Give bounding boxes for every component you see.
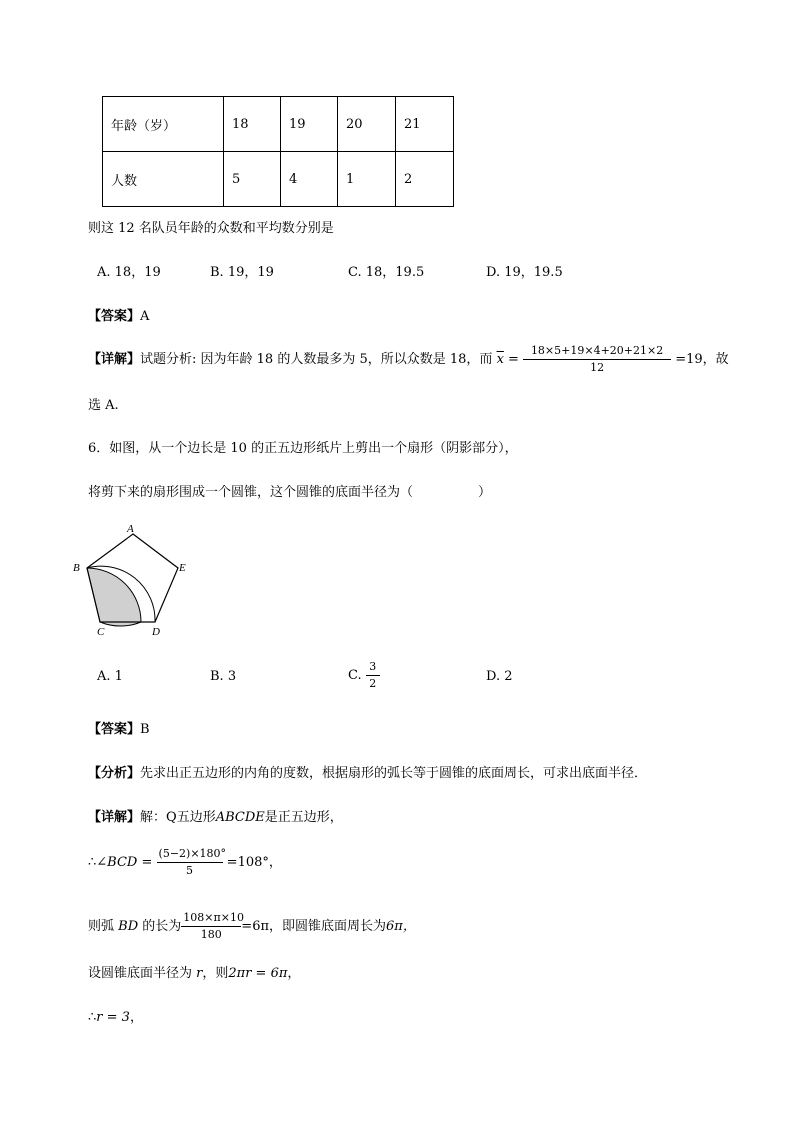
step3-r: r bbox=[196, 966, 203, 981]
step2-arc: BD bbox=[118, 918, 139, 934]
fraction-denominator: 180 bbox=[200, 927, 222, 941]
detail-tag: 【详解】 bbox=[88, 810, 141, 825]
vertex-label-e: E bbox=[179, 562, 186, 574]
step1-prefix: ∴∠ bbox=[88, 854, 108, 870]
step1-fraction bbox=[157, 847, 227, 878]
mean-result: =19，故 bbox=[675, 351, 729, 367]
q5-option-d: D. 19，19.5 bbox=[486, 265, 563, 280]
fraction-denominator: 12 bbox=[590, 360, 605, 374]
q6-step3 bbox=[88, 962, 300, 981]
age-cell: 19 bbox=[281, 97, 338, 152]
step2-result: =6π，即圆锥底面周长为 bbox=[241, 918, 387, 934]
q5-question: 则这 12 名队员年龄的众数和平均数分别是 bbox=[88, 221, 334, 236]
count-header-cell: 人数 bbox=[103, 152, 224, 207]
answer-value: A bbox=[140, 309, 150, 324]
q6-question-line1: 6．如图，从一个边长是 10 的正五边形纸片上剪出一个扇形（阴影部分）， bbox=[88, 441, 518, 456]
fraction-numerator: 3 bbox=[366, 660, 380, 676]
q6-answer bbox=[88, 718, 150, 737]
count-cell: 2 bbox=[396, 152, 454, 207]
step2-end: 6π， bbox=[386, 918, 416, 934]
age-header-cell: 年龄（岁） bbox=[103, 97, 224, 152]
mean-fraction bbox=[523, 344, 671, 375]
because-symbol: Q bbox=[166, 810, 177, 825]
step3-end: ， bbox=[287, 966, 301, 981]
step1-angle: BCD bbox=[107, 854, 138, 870]
step1-eq: = bbox=[141, 854, 153, 870]
age-cell: 20 bbox=[338, 97, 396, 152]
step2-prefix: 则弧 bbox=[88, 918, 115, 934]
q5-option-c: C. 18，19.5 bbox=[348, 265, 425, 280]
step2-fraction bbox=[181, 911, 244, 942]
vertex-label-b: B bbox=[73, 562, 80, 574]
step3-prefix: 设圆锥底面半径为 bbox=[88, 966, 193, 981]
step4-end: ， bbox=[129, 1010, 143, 1025]
detail-intro: 解： bbox=[140, 810, 167, 825]
q6-option-b: B. 3 bbox=[210, 669, 237, 684]
option-c-fraction bbox=[366, 660, 380, 691]
fraction-numerator: 18×5+19×4+20+21×2 bbox=[523, 344, 671, 360]
step1-result: =108°， bbox=[226, 854, 282, 870]
step2-mid: 的长为 bbox=[142, 918, 182, 934]
fraction-denominator: 2 bbox=[369, 676, 377, 690]
q6-question-line2: 将剪下来的扇形围成一个圆锥，这个圆锥的底面半径为（ ） bbox=[88, 485, 492, 500]
count-cell: 1 bbox=[338, 152, 396, 207]
q6-step4 bbox=[88, 1006, 143, 1025]
age-cell: 21 bbox=[396, 97, 454, 152]
q5-detail-line1 bbox=[88, 344, 729, 375]
analysis-tag: 【分析】 bbox=[88, 766, 141, 781]
mean-symbol: $\overline{x}$ bbox=[496, 351, 504, 367]
table-row-count bbox=[103, 152, 454, 207]
answer-tag: 【答案】 bbox=[88, 722, 141, 737]
step4-prefix: ∴ bbox=[88, 1010, 97, 1025]
vertex-label-c: C bbox=[97, 626, 105, 638]
q6-step2 bbox=[88, 911, 416, 942]
q6-detail-line1 bbox=[88, 806, 343, 825]
step3-eq: 2πr = 6π bbox=[228, 966, 288, 981]
vertex-label-d: D bbox=[152, 626, 160, 638]
answer-value: B bbox=[140, 722, 150, 737]
age-cell: 18 bbox=[224, 97, 281, 152]
q6-analysis bbox=[88, 762, 647, 781]
fraction-numerator: (5−2)×180° bbox=[157, 847, 223, 863]
q5-option-a: A. 18，19 bbox=[97, 265, 161, 280]
pentagon-name: ABCDE bbox=[215, 810, 265, 825]
age-table bbox=[102, 96, 454, 207]
step3-mid: ，则 bbox=[202, 966, 229, 981]
q5-option-b: B. 19，19 bbox=[210, 265, 274, 280]
q5-answer bbox=[88, 305, 149, 324]
detail-tag: 【详解】 bbox=[88, 351, 141, 367]
q6-option-c bbox=[348, 660, 380, 691]
count-cell: 5 bbox=[224, 152, 281, 207]
step4-eq: r = 3 bbox=[96, 1010, 130, 1025]
detail-pentagon-end: 是正五边形， bbox=[264, 810, 343, 825]
q6-step1 bbox=[88, 847, 282, 878]
equals-sign: = bbox=[508, 351, 519, 367]
q5-detail-line2: 选 A. bbox=[88, 398, 119, 413]
vertex-label-a: A bbox=[127, 523, 134, 535]
answer-tag: 【答案】 bbox=[88, 309, 141, 324]
fraction-numerator: 108×π×10 bbox=[181, 911, 241, 927]
q6-option-d: D. 2 bbox=[486, 669, 513, 684]
analysis-text: 先求出正五边形的内角的度数，根据扇形的弧长等于圆锥的底面周长，可求出底面半径． bbox=[140, 766, 648, 781]
detail-pentagon: 五边形 bbox=[176, 810, 216, 825]
table-row-age bbox=[103, 97, 454, 152]
q6-option-a: A. 1 bbox=[97, 669, 123, 684]
pentagon-figure bbox=[70, 518, 200, 642]
fraction-denominator: 5 bbox=[186, 863, 194, 877]
detail-text: 试题分析: 因为年龄 18 的人数最多为 5，所以众数是 18，而 bbox=[140, 351, 493, 367]
option-c-label: C. bbox=[348, 667, 362, 683]
count-cell: 4 bbox=[281, 152, 338, 207]
